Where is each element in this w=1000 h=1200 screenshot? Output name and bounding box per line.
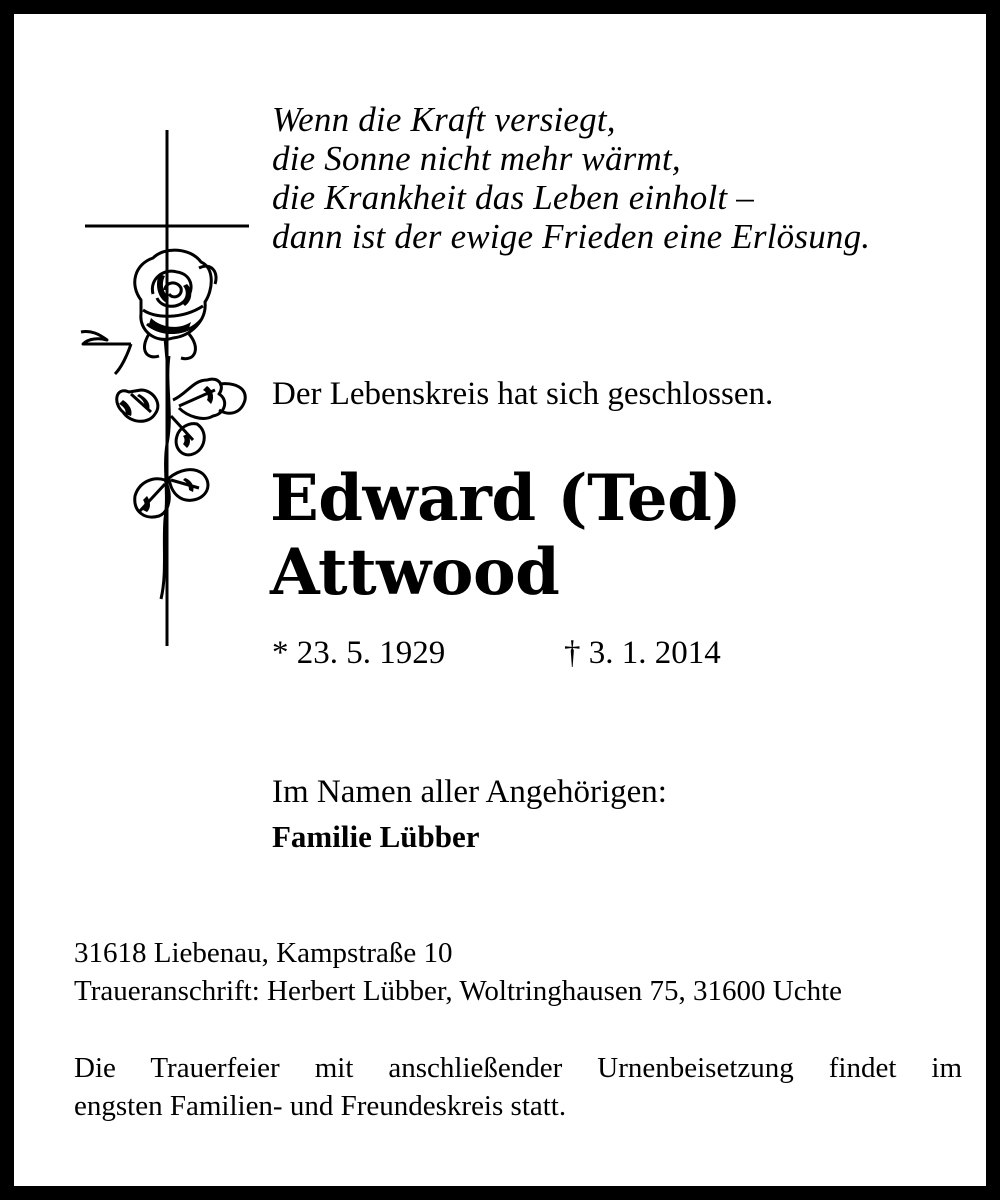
funeral-notice-line: engsten Familien- und Freundeskreis statt. (74, 1090, 567, 1122)
mourning-address-line: Traueranschrift: Herbert Lübber, Woltringhausen 75, 31600 Uchte (74, 975, 843, 1007)
funeral-notice-line: Die Trauerfeier mit anschließender Urnenbeisetzung findet im (74, 1052, 962, 1084)
poem (272, 100, 972, 256)
poem-line: Wenn die Kraft versiegt, (272, 100, 616, 139)
intro-text: Der Lebenskreis hat sich geschlossen. (272, 376, 774, 412)
deceased-name-line1: Edward (Ted) (270, 461, 742, 536)
funeral-notice (74, 1049, 962, 1125)
address-block (74, 934, 964, 1010)
cross-with-rose-icon (69, 124, 259, 654)
birth-date: * 23. 5. 1929 (272, 635, 446, 671)
deceased-name (270, 462, 741, 610)
poem-line: dann ist der ewige Frieden eine Erlösung. (272, 217, 871, 256)
deceased-name-line2: Attwood (270, 535, 560, 610)
signature-family: Familie Lübber (272, 819, 480, 854)
poem-line: die Sonne nicht mehr wärmt, (272, 139, 681, 178)
poem-line: die Krankheit das Leben einholt – (272, 178, 754, 217)
death-date: † 3. 1. 2014 (564, 635, 721, 671)
address-line: 31618 Liebenau, Kampstraße 10 (74, 937, 453, 969)
signature-line: Im Namen aller Angehörigen: (272, 774, 667, 810)
